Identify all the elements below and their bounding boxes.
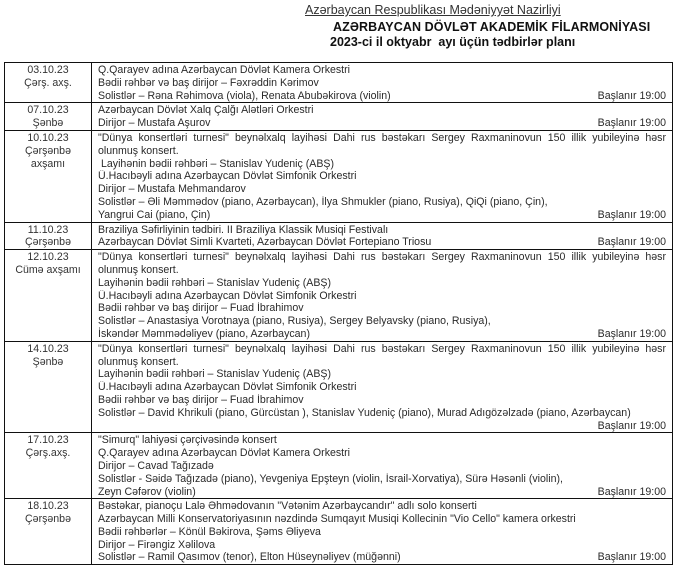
start-time: Başlanır 19:00 [597,419,666,432]
description-cell [92,499,673,565]
event-line: Bəstəkar, pianoçu Lalə Əhmədovanın "Vətənim Azərbaycandır" adlı solo konserti [98,500,477,513]
event-line: Dirijor – Cavad Tağızadə [98,459,214,472]
date-cell [5,222,92,250]
event-line: Solistlər – Ramil Qasımov (tenor), Elton Hüseynəliyev (müğənni) [98,551,401,564]
date-cell [5,130,92,222]
date-cell [5,103,92,131]
description-cell [92,130,673,222]
description-cell [92,250,673,342]
event-line: Bədii rəhbər və baş dirijor – Fəxrəddin Kərimov [98,76,319,89]
event-day: Çərşənbə [25,236,71,249]
ministry-name: Azərbaycan Respublikası Mədəniyyət Nazirliyi [305,3,561,17]
event-line: Braziliya Səfirliyinin tədbiri. II Braziliya Klassik Musiqi Festivalı [98,223,389,236]
event-line: Ü.Hacıbəyli adına Azərbaycan Dövlət Simfonik Orkestri [98,170,357,183]
event-line: Solistlər – David Khrikuli (piano, Gürcüstan ), Stanislav Yudeniç (piano), Murad Adıgözəlzadə (piano, Azərbaycan) [98,406,631,419]
event-line: "Dünya konsertləri turnesi" beynəlxalq layihəsi Dahi rus bəstəkarı Sergey Raxmaninovun 150 illik yubileyinə həsr [98,251,666,264]
start-time: Başlanır 19:00 [597,485,666,498]
table-row [5,63,673,103]
date-cell [5,63,92,103]
table-row [5,341,673,433]
event-line: Azərbaycan Dövlət Xalq Çalğı Alətləri Orkestri [98,104,314,117]
event-date: 18.10.23 [27,500,69,513]
start-time: Başlanır 19:00 [597,551,666,564]
table-row [5,130,673,222]
event-line: İskəndər Məmmədəliyev (piano, Azərbaycan) [98,327,310,340]
event-line: Bədii rəhbərlər – Könül Bəkirova, Şəms Əliyeva [98,525,321,538]
event-date: 17.10.23 [27,434,69,447]
event-line: Layihənin bədii rəhbəri – Stanislav Yudeniç (ABŞ) [98,368,332,381]
events-table [4,62,673,565]
event-line: Bədii rəhbər və baş dirijor – Fuad İbrahimov [98,302,304,315]
event-line: "Simurq" lahiyəsi çərçivəsində konsert [98,434,277,447]
event-line: "Dünya konsertləri turnesi" beynəlxalq layihəsi Dahi rus bəstəkarı Sergey Raxmaninovun 150 illik yubileyinə həsr [98,131,666,144]
event-line: Solistlər – Rəna Rəhimova (viola), Renata Abubəkirova (violin) [98,89,391,102]
date-cell [5,250,92,342]
event-line: Solistlər – Anastasiya Vorotnaya (piano, Rusiya), Sergey Belyavsky (piano, Rusiya), [98,315,491,328]
event-line: Azərbaycan Dövlət Simli Kvarteti, Azərbaycan Dövlət Fortepiano Triosu [98,236,432,249]
event-line: Bədii rəhbər və baş dirijor – Fuad İbrahimov [98,393,304,406]
event-date: 03.10.23 [27,64,69,76]
event-line: Q.Qarayev adına Azərbaycan Dövlət Kamera Orkestri [98,64,351,76]
start-time: Başlanır 19:00 [597,236,666,249]
table-row [5,103,673,131]
event-date: 11.10.23 [27,223,69,236]
event-line: Q.Qarayev adına Azərbaycan Dövlət Kamera Orkestri [98,447,351,460]
description-cell [92,63,673,103]
date-cell [5,341,92,433]
event-line: Solistlər – Əli Məmmədov (piano, Azərbaycan), İlya Shmukler (piano, Rusiya), QiQi (piano, Çin), [98,195,548,208]
event-line: Layihənin bədii rəhbəri – Stanislav Yudeniç (ABŞ) [98,276,332,289]
event-line: Azərbaycan Milli Konservatoriyasının nəzdində Sumqayıt Musiqi Kollecinin "Vio Cello" kamera orkestri [98,513,576,526]
organization-title: AZƏRBAYCAN DÖVLƏT AKADEMİK FİLARMONİYASI [333,20,651,34]
event-day: Çərş.axş. [25,447,71,460]
event-line: Dirijor – Firəngiz Xəlilova [98,538,216,551]
plan-title: 2023-ci il oktyabr ayı üçün tədbirlər planı [330,35,576,49]
event-line: Zeyn Cəfərov (violin) [98,485,196,498]
description-cell [92,103,673,131]
event-line: Ü.Hacıbəyli adına Azərbaycan Dövlət Simfonik Orkestri [98,289,357,302]
date-cell [5,499,92,565]
event-line: olunmuş konsert. [98,144,179,157]
event-line: olunmuş konsert. [98,263,179,276]
event-line: Layihənin bədii rəhbəri – Stanislav Yudeniç (ABŞ) [101,157,335,170]
event-line: "Dünya konsertləri turnesi" beynəlxalq layihəsi Dahi rus bəstəkarı Sergey Raxmaninovun 150 illik yubileyinə həsr [98,342,666,355]
event-date: 14.10.23 [27,342,69,355]
description-cell [92,222,673,250]
event-line: Yangrui Cai (piano, Çin) [98,208,211,221]
event-day: Şənbə [32,355,64,368]
event-line: Dirijor – Mustafa Mehmandarov [98,183,246,196]
event-day: Çərş. axş. [24,76,72,89]
event-line: olunmuş konsert. [98,355,179,368]
event-line: Solistlər - Səidə Tağızadə (piano), Yevgeniya Epşteyn (violin, İsrail-Xorvatiya), Sürə Həsənli (violin), [98,472,563,485]
table-row [5,250,673,342]
event-date: 10.10.23 [27,131,69,144]
table-row [5,222,673,250]
event-date: 12.10.23 [27,251,69,264]
table-row [5,499,673,565]
start-time: Başlanır 19:00 [597,117,666,130]
event-day: Şənbə [32,117,64,130]
date-cell [5,433,92,499]
start-time: Başlanır 19:00 [597,327,666,340]
event-day: Çərşənbə [25,513,71,526]
event-date: 07.10.23 [27,104,69,117]
start-time: Başlanır 19:00 [597,89,666,102]
event-day: Çərşənbə [25,144,71,157]
event-day: Cümə axşamı [15,263,81,276]
description-cell [92,341,673,433]
table-row [5,433,673,499]
event-day: axşamı [30,157,66,170]
description-cell [92,433,673,499]
event-line: Ü.Hacıbəyli adına Azərbaycan Dövlət Simfonik Orkestri [98,381,357,394]
event-line: Dirijor – Mustafa Aşurov [98,117,211,130]
start-time: Başlanır 19:00 [597,208,666,221]
